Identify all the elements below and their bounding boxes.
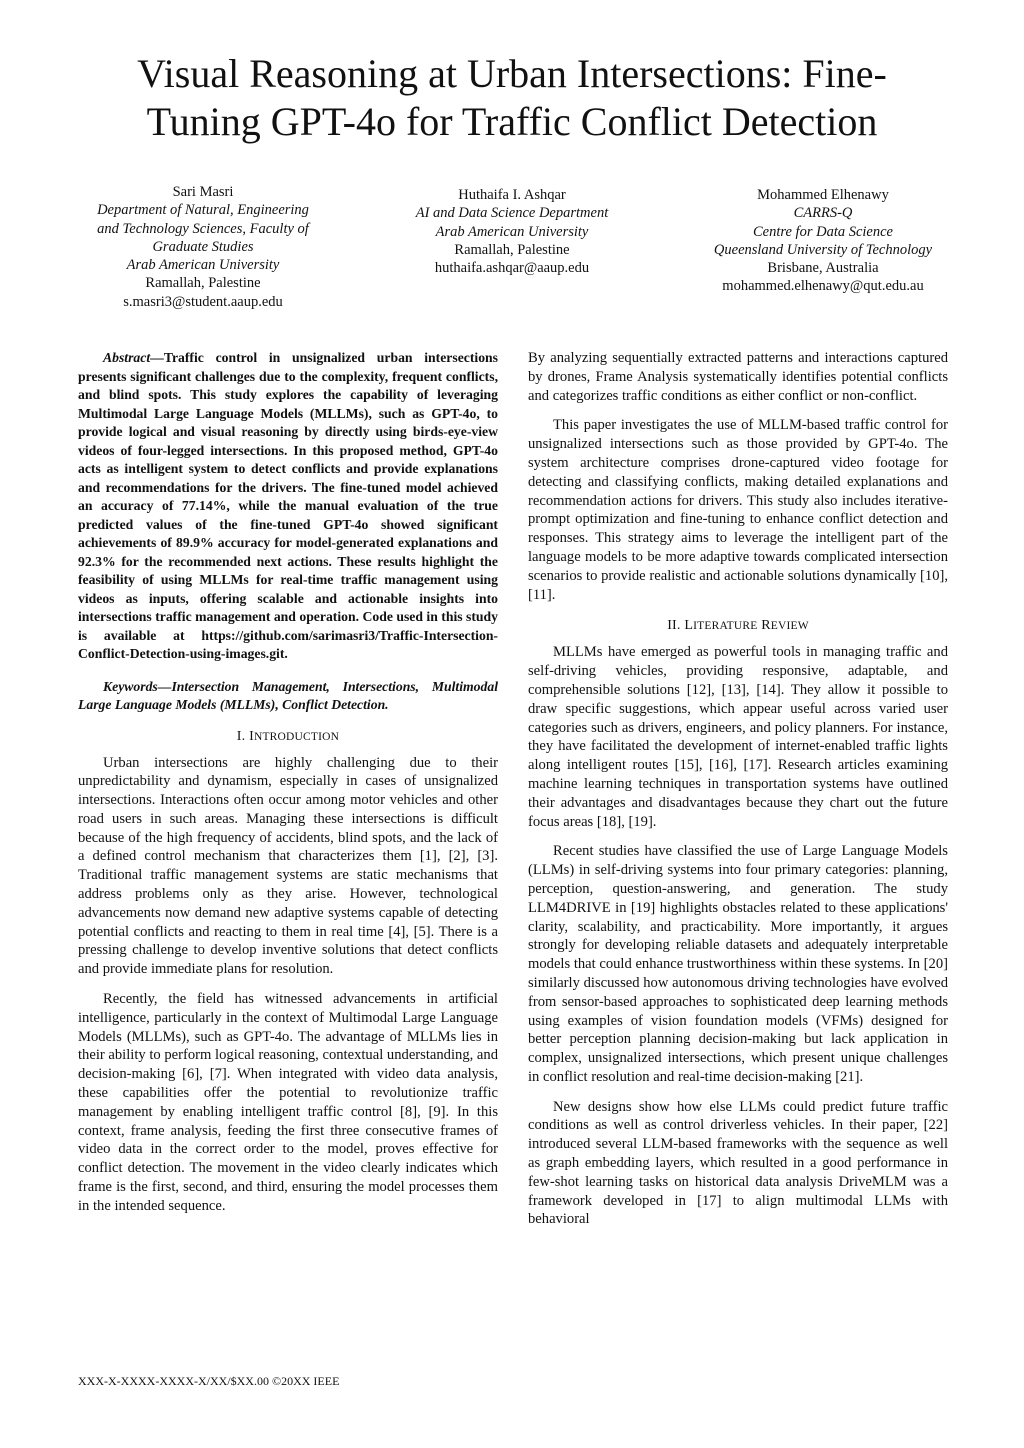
paragraph: This paper investigates the use of MLLM-based traffic control for unsignalized intersections such as those provided by GPT-4o. The system architecture comprises drone-captured video footage for detecting and classifying conflicts, making detailed explanations and recommendation actions for drivers. This study also includes iterative-prompt optimization and fine-tuning to enhance conflict detection and responses. This strategy aims to leverage the intelligent part of the language models to be more adaptive towards complicated intersection scenarios to provide realistic and actionable solutions dynamically [10], [11].: [528, 417, 948, 603]
author-name: Sari Masri: [172, 184, 234, 200]
abstract-text: —Traffic control in unsignalized urban intersections presents significant challenges due to the complexity, frequent conflicts, and blind spots. This study explores the capability of leveraging Multimodal Large Language Models (MLLMs), such as GPT-4o, to provide logical and visual reasoning by directly using birds-eye-view videos of four-legged intersections. In this proposed method, GPT-4o acts as intelligent system to detect conflicts and provide explanations and recommendations for the drivers. The fine-tuned model achieved an accuracy of 77.14%, while the manual evaluation of the true predicted values of the fine-tuned GPT-4o showed significant achievements of 89.9% accuracy for model-generated explanations and 92.3% for the recommended next actions. These results highlight the feasibility of using MLLMs for real-time traffic management using videos as inputs, offering scalable and actionable insights into intersections traffic management and operation. Code used in this study is available at https://github.com/sarimasri3/Traffic-Intersection-Conflict-Detection-using-images.git.: [78, 350, 498, 661]
paper-title: [90, 50, 934, 146]
author-email[interactable]: s.masri3@student.aaup.edu: [123, 293, 283, 310]
section-heading-literature-review: II. LITERATURE REVIEW: [667, 618, 809, 634]
author-affiliation: Arab American University: [435, 223, 589, 240]
author-affiliation: Graduate Studies: [152, 238, 254, 255]
author-email[interactable]: mohammed.elhenawy@qut.edu.au: [722, 278, 924, 295]
author-block-1: [78, 183, 328, 311]
author-affiliation: Centre for Data Science: [753, 223, 893, 240]
author-location: Ramallah, Palestine: [454, 241, 570, 258]
paragraph: Recently, the field has witnessed advancements in artificial intelligence, particularly in the context of Multimodal Large Language Models (MLLMs), such as GPT-4o. The advantage of MLLMs lies in their ability to perform logical reasoning, contextual understanding, and decision-making [6], [7]. When integrated with video data analysis, these capabilities offer the potential to revolutionize traffic management by enabling intelligent traffic control [8], [9]. In this context, frame analysis, feeding the first three consecutive frames of video data in the correct order to the model, proves effective for conflict detection. The movement in the video clearly indicates which frame is the first, second, and third, ensuring the model processes them in the intended sequence.: [78, 991, 498, 1214]
author-location: Brisbane, Australia: [767, 260, 879, 277]
author-block-2: [387, 186, 637, 277]
right-column: [528, 349, 948, 1229]
section-heading-introduction: I. INTRODUCTION: [236, 728, 340, 744]
author-block-3: [698, 186, 948, 296]
author-affiliation: AI and Data Science Department: [415, 205, 609, 222]
title-line-1: Visual Reasoning at Urban Intersections: Fine-: [137, 51, 887, 96]
title-line-2: Tuning GPT-4o for Traffic Conflict Detection: [146, 99, 878, 144]
paragraph: New designs show how else LLMs could predict future traffic conditions as well as control driverless vehicles. In their paper, [22] introduced several LLM-based frameworks with the sequence as well as graph embedding layers, which resulted in a good performance in few-shot learning tasks on historical data analysis DriveMLM was a framework developed in [17] to align multimodal LLMs with behavioral: [528, 1098, 948, 1228]
author-location: Ramallah, Palestine: [145, 275, 261, 292]
author-affiliation: Queensland University of Technology: [713, 241, 933, 258]
paragraph: MLLMs have emerged as powerful tools in managing traffic and self-driving vehicles, providing responsive, adaptable, and comprehensible solutions [12], [13], [14]. They allow it possible to draw specific suggestions, which appear useful across varied user categories such as drivers, engineers, and policy planners. For instance, they have facilitated the development of internet-enabled traffic lights along intelligent routes [15], [16], [17]. Research articles examining machine learning techniques in transportation systems have outlined their advantages and disadvantages because they chart out the future focus areas [18], [19].: [528, 644, 948, 830]
left-column: [78, 349, 498, 1216]
author-name: Mohammed Elhenawy: [757, 187, 889, 203]
abstract: [78, 349, 498, 664]
paragraph: By analyzing sequentially extracted patterns and interactions captured by drones, Frame Analysis systematically identifies potential conflicts and categorizes traffic conditions as either conflict or non-conflict.: [528, 350, 948, 404]
paragraph: Recent studies have classified the use of Large Language Models (LLMs) in self-driving systems into four primary categories: planning, perception, question-answering, and generation. The study LLM4DRIVE in [19] highlights obstacles related to these applications' clarity, scalability, and practicability. More importantly, it argues strongly for developing reliable datasets and adequately interpretable models that could enhance trustworthiness within these systems. In [20] similarly discussed how autonomous driving technologies have evolved from sensor-based approaches to sophisticated deep learning methods using examples of vision foundation models (VFMs) designed for better perception planning decision-making but lack application in complex, unsignalized intersections, which present unique challenges in conflict resolution and real-time decision-making [21].: [528, 843, 948, 1085]
keywords: Keywords—Intersection Management, Intersections, Multimodal Large Language Models (MLLMs), Conflict Detection.: [78, 678, 498, 712]
author-affiliation: and Technology Sciences, Faculty of: [97, 220, 309, 237]
paragraph: Urban intersections are highly challenging due to their unpredictability and dynamism, especially in cases of unsignalized intersections. Interactions often occur among motor vehicles and other road users in such areas. Managing these intersections is difficult because of the high frequency of accidents, blind spots, and the lack of a defined control mechanism that characterizes them [1], [2], [3]. Traditional traffic management systems are static mechanisms that address problems only as they arise. However, technological advancements now demand new adaptive systems capable of detecting potential conflicts and reacting to them in real time [4], [5]. There is a pressing challenge to develop inventive solutions that detect conflicts and provide immediate plans for resolution.: [78, 754, 498, 978]
copyright-footer: XXX-X-XXXX-XXXX-X/XX/$XX.00 ©20XX IEEE: [78, 1374, 340, 1388]
author-affiliation: Department of Natural, Engineering: [97, 202, 309, 219]
author-email[interactable]: huthaifa.ashqar@aaup.edu: [434, 260, 590, 277]
author-affiliation: Arab American University: [126, 257, 280, 274]
author-affiliation: CARRS-Q: [793, 205, 853, 222]
author-name: Huthaifa I. Ashqar: [458, 187, 566, 203]
abstract-label: Abstract: [103, 350, 151, 365]
